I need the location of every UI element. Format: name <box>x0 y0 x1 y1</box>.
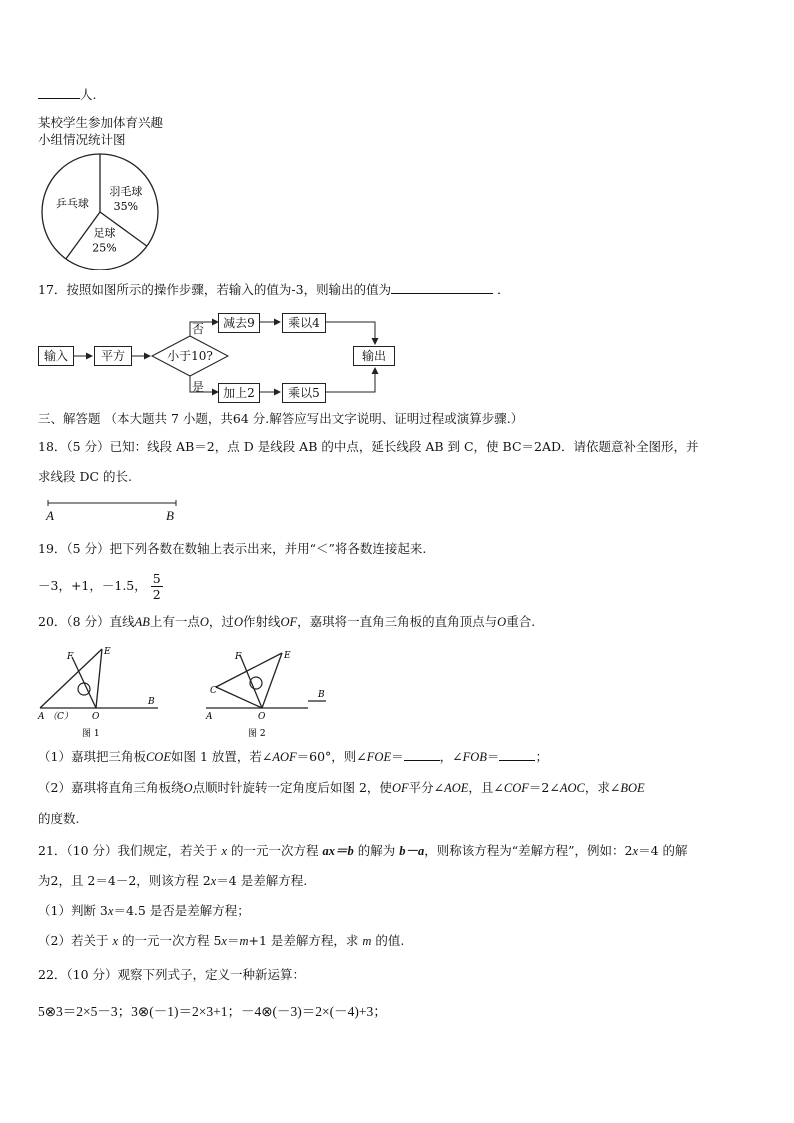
q17-blank <box>391 293 493 294</box>
fig1-label-e: E <box>104 647 111 657</box>
flow-square-box: 平方 <box>94 346 132 366</box>
fig2-caption: 图 2 <box>248 729 266 739</box>
pie-percent-0: 35% <box>113 199 139 213</box>
flow-sub9-box: 减去9 <box>218 313 260 333</box>
fig1-caption: 图 1 <box>82 729 100 739</box>
q20-part1: （1）嘉琪把三角板COE如图 1 放置，若∠AOF＝60°，则∠FOE＝ ，∠FOB＝ ； <box>38 749 548 764</box>
flow-add2-box: 加上2 <box>218 383 260 403</box>
segment-label-a: A <box>46 508 54 523</box>
fig1-label-b: B <box>148 697 155 707</box>
fig2-label-f: F <box>235 652 242 662</box>
pie-chart <box>38 150 168 270</box>
q18-line2: 求线段 DC 的长. <box>38 469 133 484</box>
segment-ab <box>44 498 184 524</box>
q20-text: 20．（8 分）直线AB上有一点O，过O作射线OF，嘉琪将一直角三角板的直角顶点与O重合. <box>38 614 536 629</box>
pie-title-line1: 某校学生参加体育兴趣 <box>38 115 164 130</box>
fig2-label-e: E <box>284 651 291 661</box>
fig1-label-f: F <box>67 652 74 662</box>
section-3-heading: 三、解答题 （本大题共 7 小题，共64 分.解答应写出文字说明、证明过程或演算步骤.） <box>38 411 524 426</box>
pie-label-2: 乒乓球 <box>55 197 89 211</box>
fob-blank <box>499 760 535 761</box>
fig2-label-a: A <box>206 712 213 722</box>
fig1-label-c: （C） <box>48 712 73 722</box>
q21-part1: （1）判断 3x＝4.5 是否是差解方程； <box>38 903 250 918</box>
q22-formula: 5⊗3＝2×5－3；3⊗(－1)＝2×3+1；－4⊗(－3)＝2×(－4)+3； <box>38 1004 387 1019</box>
q19-text: 19．（5 分）把下列各数在数轴上表示出来，并用“＜”将各数连接起来. <box>38 541 427 556</box>
pie-title <box>38 114 163 148</box>
fig2-label-o: O <box>258 712 266 722</box>
answer-blank <box>38 98 80 99</box>
flow-mul4-box: 乘以4 <box>282 313 326 333</box>
q18-line1: 18．（5 分）已知：线段 AB＝2，点 D 是线段 AB 的中点，延长线段 AB 到 C，使 BC＝2AD．请依题意补全图形，并 <box>38 439 699 454</box>
q17-text: 17．按照如图所示的操作步骤，若输入的值为-3，则输出的值为 ． <box>38 282 510 297</box>
pie-percent-1: 25% <box>92 241 117 255</box>
fig2-label-b: B <box>318 690 325 700</box>
flow-mul5-box: 乘以5 <box>282 383 326 403</box>
pie-label-0: 羽毛球 <box>109 184 143 198</box>
q20-part2-line2: 的度数. <box>38 811 80 826</box>
fig1-label-a: A <box>38 712 45 722</box>
figure-2 <box>200 645 335 740</box>
q16-answer-line <box>38 86 96 104</box>
flow-input-box: 输入 <box>38 346 74 366</box>
segment-label-b: B <box>166 508 174 523</box>
figure-1 <box>34 645 164 740</box>
q16-tail: 人. <box>80 87 97 102</box>
fraction-five-halves: $\frac{5}{2}$ <box>152 571 161 602</box>
q21-part2: （2）若关于 x 的一元一次方程 5x＝m+1 是差解方程，求 m 的值. <box>38 933 405 948</box>
pie-title-line2: 小组情况统计图 <box>38 132 126 147</box>
fig2-label-c: C <box>210 686 217 696</box>
q21-line1: 21．（10 分）我们规定，若关于 x 的一元一次方程 ax＝b 的解为 b－a，则称该方程为“差解方程”，例如：2x＝4 的解 <box>38 843 688 858</box>
q19-numbers: －3，+1，－1.5， $\frac{5}{2}$ <box>38 571 161 602</box>
flow-yes-label: 是 <box>192 380 205 394</box>
flow-output-box: 输出 <box>353 346 395 366</box>
fig1-label-o: O <box>92 712 100 722</box>
foe-blank <box>404 760 440 761</box>
q21-line2: 为2，且 2＝4－2，则该方程 2x＝4 是差解方程. <box>38 873 308 888</box>
pie-label-1: 足球 <box>93 226 116 240</box>
flow-no-label: 否 <box>192 322 205 336</box>
q22-text: 22．（10 分）观察下列式子，定义一种新运算： <box>38 967 306 982</box>
flow-decision-label: 小于10? <box>167 349 213 363</box>
q20-part2: （2）嘉琪将直角三角板绕O点顺时针旋转一定角度后如图 2，使OF平分∠AOE，且∠COF＝2∠AOC，求∠BOE <box>38 780 645 795</box>
